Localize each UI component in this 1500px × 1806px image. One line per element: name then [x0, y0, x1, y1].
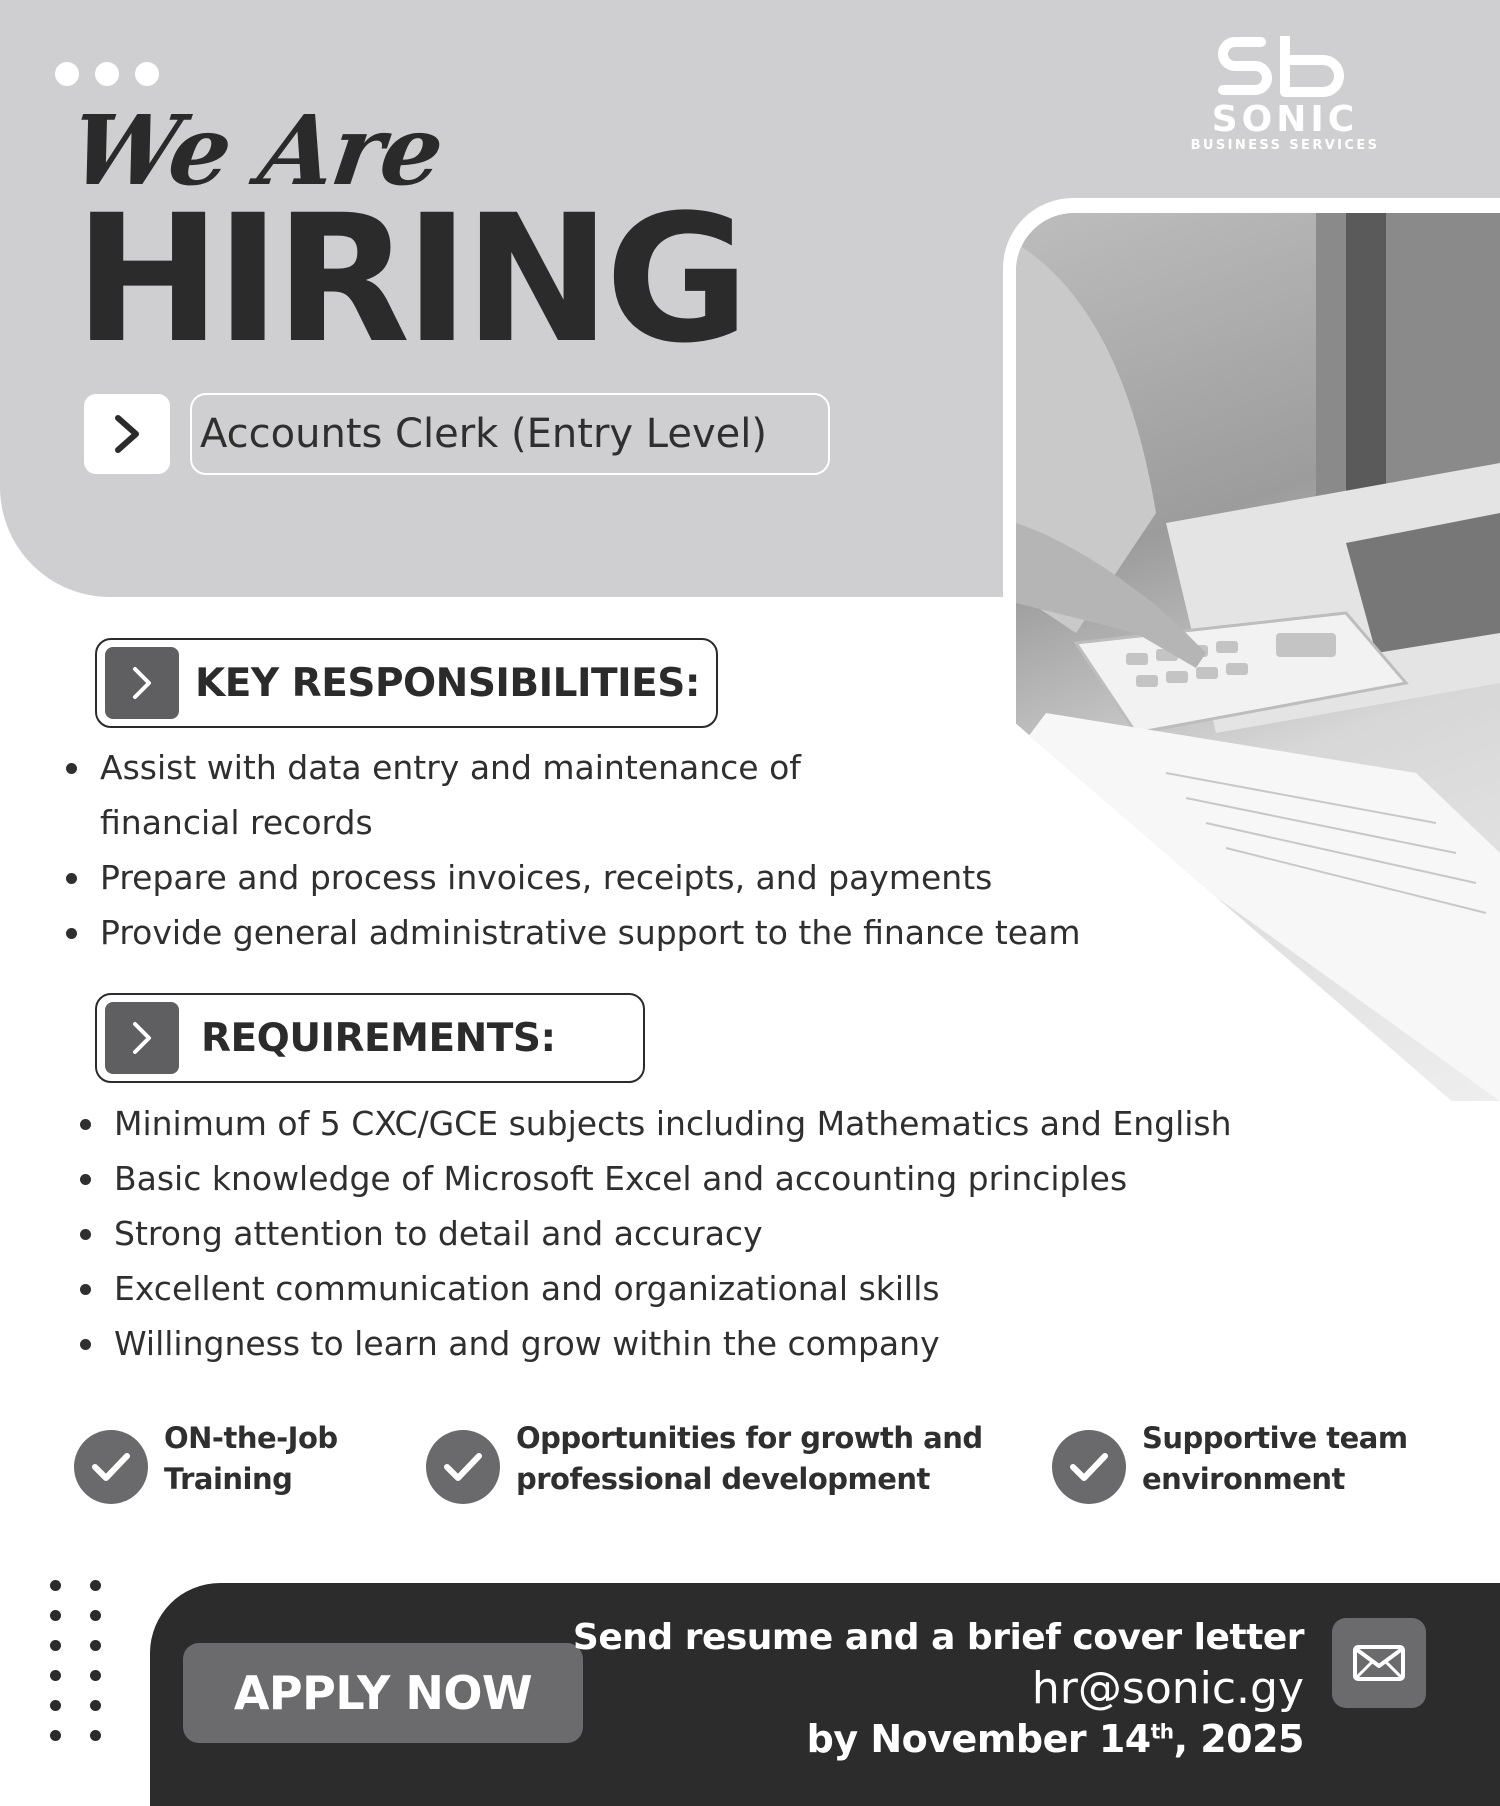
check-circle-icon — [74, 1430, 148, 1504]
headline-script: We Are — [64, 94, 449, 207]
benefit-text: Opportunities for growth and professional development — [516, 1421, 983, 1496]
benefit-item — [426, 1418, 983, 1504]
benefit-item — [74, 1418, 338, 1504]
list-item: Minimum of 5 CXC/GCE subjects including Mathematics and English — [80, 1096, 1460, 1151]
application-deadline: by November 14th, 2025 — [806, 1717, 1304, 1761]
contact-email[interactable]: hr@sonic.gy — [1031, 1663, 1304, 1714]
responsibilities-title: KEY RESPONSIBILITIES: — [195, 660, 700, 706]
chevron-right-icon — [105, 1002, 179, 1074]
list-item: Willingness to learn and grow within the company — [80, 1316, 1460, 1371]
list-item: Prepare and process invoices, receipts, and payments — [66, 850, 1166, 905]
list-item: Assist with data entry and maintenance of financial records — [66, 740, 856, 850]
check-circle-icon — [1052, 1430, 1126, 1504]
sb-monogram-icon — [1215, 34, 1355, 100]
calculator-laptop-illustration — [1016, 213, 1500, 1101]
brand-tagline: BUSINESS SERVICES — [1190, 138, 1380, 153]
responsibilities-list — [66, 740, 1166, 960]
chevron-right-icon — [110, 413, 144, 455]
list-item: Excellent communication and organizational skills — [80, 1261, 1460, 1316]
send-instructions: Send resume and a brief cover letter — [572, 1617, 1304, 1658]
decorative-dot-grid — [50, 1580, 101, 1741]
envelope-icon[interactable] — [1332, 1618, 1426, 1708]
chevron-right-icon — [105, 647, 179, 719]
list-item: Strong attention to detail and accuracy — [80, 1206, 1460, 1261]
sonic-logo — [1165, 34, 1405, 164]
requirements-list — [80, 1096, 1460, 1371]
headline-main: HIRING — [74, 177, 744, 382]
position-chevron-box — [84, 394, 170, 474]
check-circle-icon — [426, 1430, 500, 1504]
benefit-item — [1052, 1418, 1408, 1504]
apply-now-button[interactable]: APPLY NOW — [183, 1643, 583, 1743]
benefit-text: Supportive team environment — [1142, 1421, 1408, 1496]
accounting-photo — [1016, 213, 1500, 1101]
position-title: Accounts Clerk (Entry Level) — [190, 393, 830, 475]
brand-name: SONIC — [1211, 99, 1359, 140]
list-item: Provide general administrative support to the finance team — [66, 905, 1166, 960]
list-item: Basic knowledge of Microsoft Excel and accounting principles — [80, 1151, 1460, 1206]
requirements-title: REQUIREMENTS: — [201, 1015, 556, 1061]
benefit-text: ON-the-Job Training — [164, 1421, 338, 1496]
responsibilities-heading — [95, 638, 718, 728]
requirements-heading — [95, 993, 645, 1083]
decorative-dots — [55, 62, 159, 86]
